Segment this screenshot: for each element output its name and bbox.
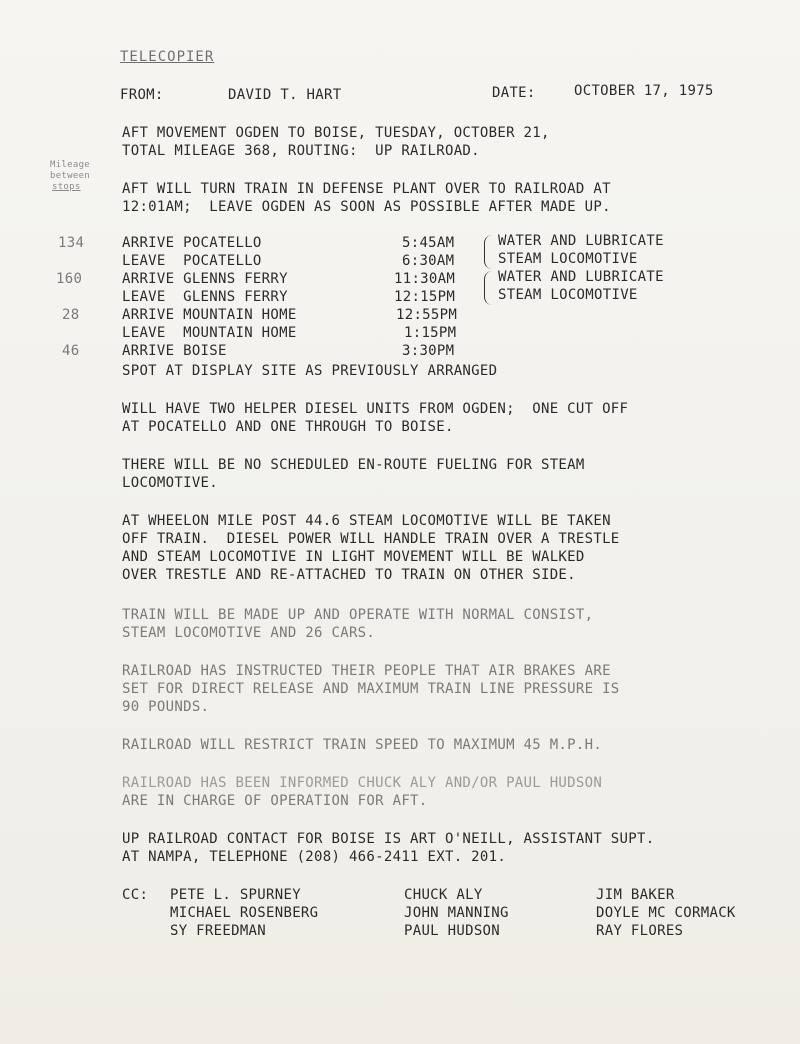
cc-recipient: PETE L. SPURNEY xyxy=(170,887,301,903)
left-brace xyxy=(484,235,495,269)
schedule-event: ARRIVE GLENNS FERRY xyxy=(122,271,288,287)
cc-recipient: JOHN MANNING xyxy=(404,905,509,921)
paragraph-line: AT NAMPA, TELEPHONE (208) 466-2411 EXT. 201. xyxy=(122,849,507,865)
cc-recipient: SY FREEDMAN xyxy=(170,923,267,939)
paragraph-line: TRAIN WILL BE MADE UP AND OPERATE WITH NORMAL CONSIST, xyxy=(122,607,594,623)
cc-recipient: MICHAEL ROSENBERG xyxy=(170,905,319,921)
intro-line-1: AFT MOVEMENT OGDEN TO BOISE, TUESDAY, OCTOBER 21, xyxy=(122,125,550,141)
schedule-time: 5:45AM xyxy=(402,235,455,251)
cc-label: CC: xyxy=(122,887,149,903)
date-label: DATE: xyxy=(492,85,536,101)
cc-recipient: CHUCK ALY xyxy=(404,887,483,903)
paragraph-line: LOCOMOTIVE. xyxy=(122,475,219,491)
brace-note-line-2: STEAM LOCOMOTIVE xyxy=(498,251,638,267)
cc-recipient: RAY FLORES xyxy=(596,923,684,939)
paragraph-line: STEAM LOCOMOTIVE AND 26 CARS. xyxy=(122,625,376,641)
margin-note-line-3: stops xyxy=(52,182,81,192)
schedule-event: ARRIVE POCATELLO xyxy=(122,235,262,251)
schedule-event: ARRIVE BOISE xyxy=(122,343,227,359)
brace-note-line-2: STEAM LOCOMOTIVE xyxy=(498,287,638,303)
paragraph-line: RAILROAD HAS BEEN INFORMED CHUCK ALY AND/OR PAUL HUDSON xyxy=(122,775,603,791)
turn-note-line-2: 12:01AM; LEAVE OGDEN AS SOON AS POSSIBLE AFTER MADE UP. xyxy=(122,199,611,215)
cc-recipient: DOYLE MC CORMACK xyxy=(596,905,736,921)
paragraph-line: AT POCATELLO AND ONE THROUGH TO BOISE. xyxy=(122,419,454,435)
schedule-event: ARRIVE MOUNTAIN HOME xyxy=(122,307,297,323)
paragraph-line: WILL HAVE TWO HELPER DIESEL UNITS FROM OGDEN; ONE CUT OFF xyxy=(122,401,629,417)
schedule-time: 12:55PM xyxy=(396,307,458,323)
cc-recipient: PAUL HUDSON xyxy=(404,923,501,939)
paragraph-line: RAILROAD WILL RESTRICT TRAIN SPEED TO MAXIMUM 45 M.P.H. xyxy=(122,737,603,753)
margin-note-line-1: Mileage xyxy=(50,160,91,170)
paragraph-line: 90 POUNDS. xyxy=(122,699,210,715)
spot-line: SPOT AT DISPLAY SITE AS PREVIOUSLY ARRANGED xyxy=(122,363,498,379)
paragraph-line: UP RAILROAD CONTACT FOR BOISE IS ART O'NEILL, ASSISTANT SUPT. xyxy=(122,831,655,847)
paragraph-line: ARE IN CHARGE OF OPERATION FOR AFT. xyxy=(122,793,428,809)
from-label: FROM: xyxy=(120,87,164,103)
paragraph-line: RAILROAD HAS INSTRUCTED THEIR PEOPLE THAT AIR BRAKES ARE xyxy=(122,663,611,679)
schedule-mileage: 28 xyxy=(62,307,80,323)
schedule-mileage: 46 xyxy=(62,343,80,359)
margin-note-line-2: between xyxy=(50,171,91,181)
paragraph-line: THERE WILL BE NO SCHEDULED EN-ROUTE FUELING FOR STEAM xyxy=(122,457,585,473)
schedule-time: 6:30AM xyxy=(402,253,455,269)
schedule-time: 12:15PM xyxy=(394,289,456,305)
schedule-time: 11:30AM xyxy=(394,271,456,287)
schedule-event: LEAVE MOUNTAIN HOME xyxy=(122,325,297,341)
from-value: DAVID T. HART xyxy=(228,87,342,103)
paragraph-line: OVER TRESTLE AND RE-ATTACHED TO TRAIN ON OTHER SIDE. xyxy=(122,567,576,583)
schedule-time: 1:15PM xyxy=(404,325,457,341)
paragraph-line: OFF TRAIN. DIESEL POWER WILL HANDLE TRAIN OVER A TRESTLE xyxy=(122,531,620,547)
paragraph-line: AND STEAM LOCOMOTIVE IN LIGHT MOVEMENT WILL BE WALKED xyxy=(122,549,585,565)
intro-line-2: TOTAL MILEAGE 368, ROUTING: UP RAILROAD. xyxy=(122,143,480,159)
left-brace xyxy=(484,271,495,305)
date-value: OCTOBER 17, 1975 xyxy=(574,83,714,99)
paragraph-line: AT WHEELON MILE POST 44.6 STEAM LOCOMOTIVE WILL BE TAKEN xyxy=(122,513,611,529)
brace-note-line-1: WATER AND LUBRICATE xyxy=(498,233,664,249)
paragraph-line: SET FOR DIRECT RELEASE AND MAXIMUM TRAIN LINE PRESSURE IS xyxy=(122,681,620,697)
schedule-time: 3:30PM xyxy=(402,343,455,359)
schedule-mileage: 160 xyxy=(56,271,83,287)
cc-recipient: JIM BAKER xyxy=(596,887,675,903)
memo-title: TELECOPIER xyxy=(120,49,215,65)
schedule-event: LEAVE POCATELLO xyxy=(122,253,262,269)
brace-note-line-1: WATER AND LUBRICATE xyxy=(498,269,664,285)
schedule-mileage: 134 xyxy=(58,235,85,251)
schedule-event: LEAVE GLENNS FERRY xyxy=(122,289,288,305)
turn-note-line-1: AFT WILL TURN TRAIN IN DEFENSE PLANT OVER TO RAILROAD AT xyxy=(122,181,611,197)
